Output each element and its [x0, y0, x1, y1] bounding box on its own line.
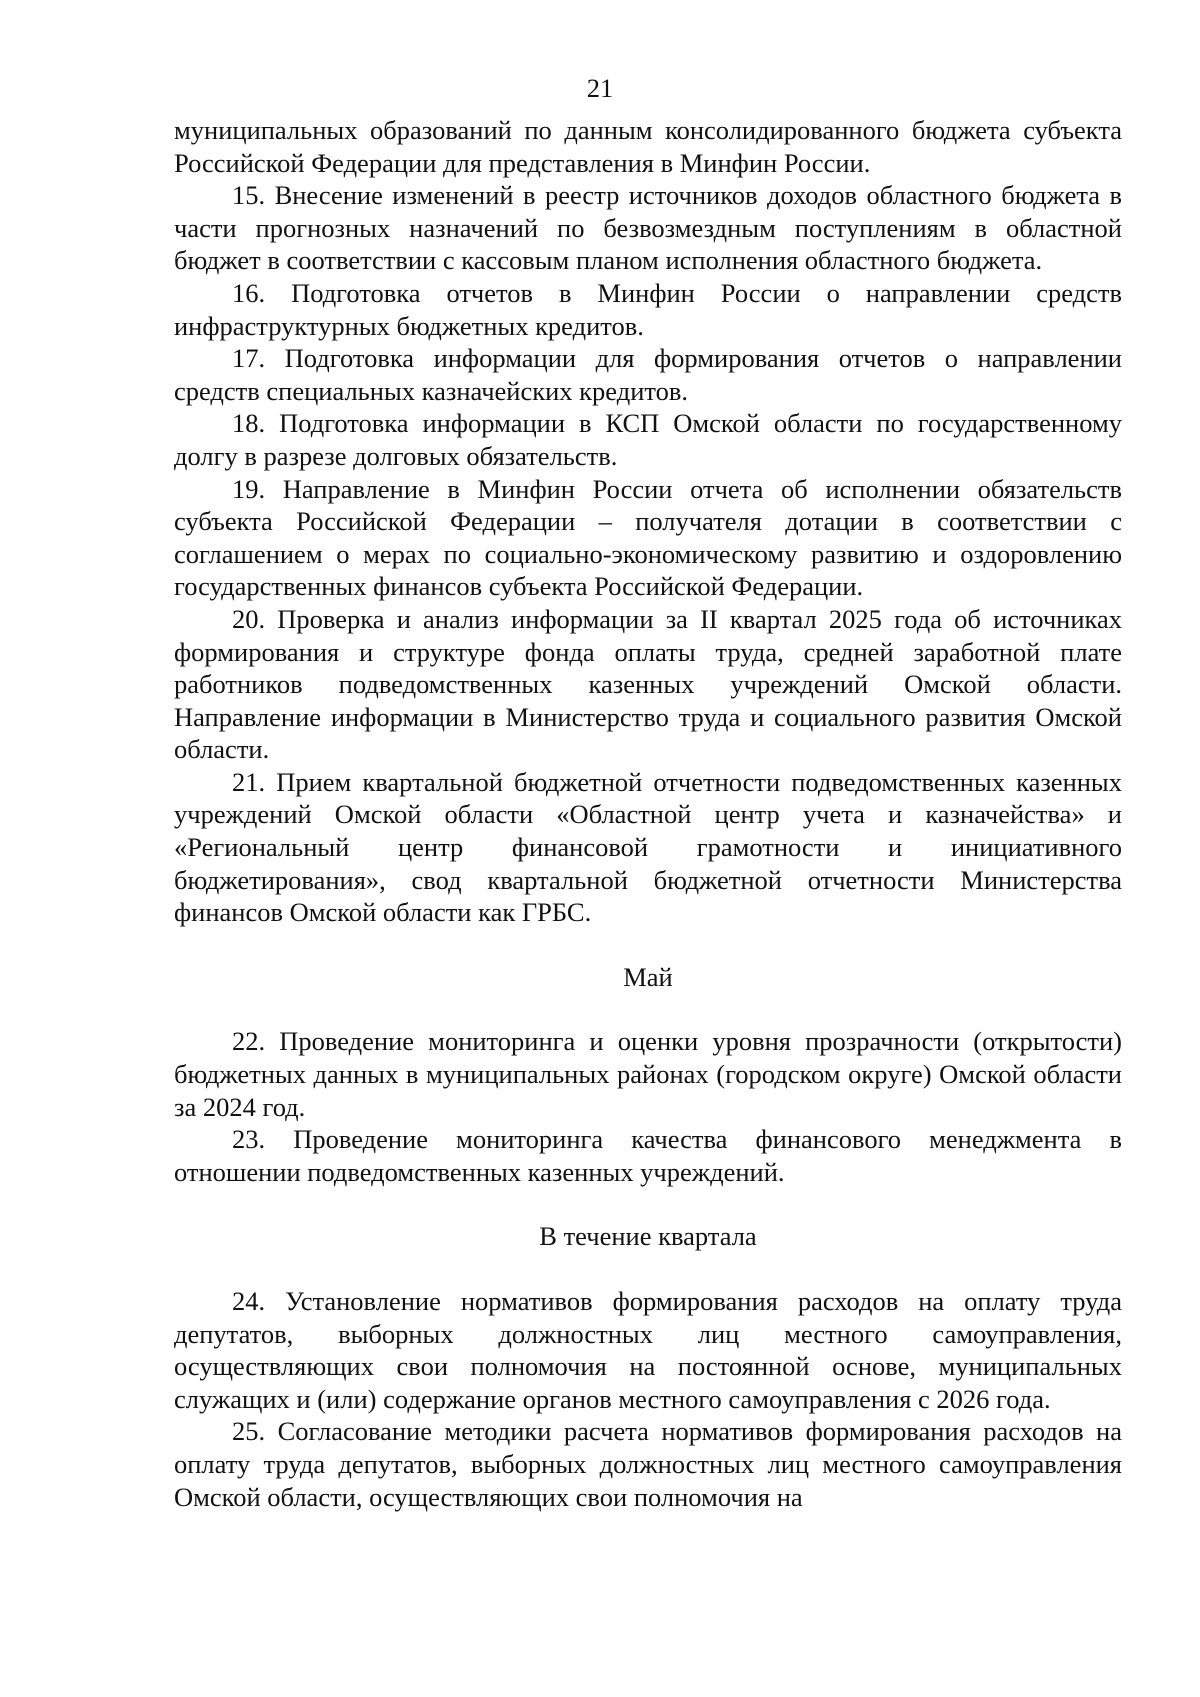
paragraph-item-16: 16. Подготовка отчетов в Минфин России о направлении средств инфраструктурных бюджетных кредитов.	[174, 277, 1122, 341]
paragraph-item-23: 23. Проведение мониторинга качества финансового менеджмента в отношении подведомственных казенных учреждений.	[174, 1124, 1122, 1187]
paragraph-item-21: 21. Прием квартальной бюджетной отчетности подведомственных казенных учреждений Омской области «Областной центр учета и казначейства» и «Региональный центр финансовой грамотности и инициативного бюджетирования», свод квартальной бюджетной отчетности Министерства финансов Омской области как ГРБС.	[174, 766, 1122, 928]
section-heading-may: Май	[623, 961, 673, 992]
paragraph-item-22: 22. Проведение мониторинга и оценки уровня прозрачности (открытости) бюджетных данных в муниципальных районах (городском округе) Омской области за 2024 год.	[174, 1026, 1122, 1122]
document-body	[174, 114, 1122, 1513]
paragraph-item-24: 24. Установление нормативов формирования расходов на оплату труда депутатов, выборных должностных лиц местного самоуправления, осуществляющих свои полномочия на постоянной основе, муниципальных служащих и (или) содержание органов местного самоуправления с 2026 года.	[174, 1286, 1122, 1414]
section-heading-quarter: В течение квартала	[539, 1221, 757, 1252]
page-number: 21	[586, 73, 614, 103]
paragraph-item-18: 18. Подготовка информации в КСП Омской области по государственному долгу в разрезе долговых обязательств.	[174, 408, 1122, 471]
paragraph-continuation: муниципальных образований по данным консолидированного бюджета субъекта Российской Федерации для представления в Минфин России.	[174, 115, 1122, 178]
paragraph-item-25: 25. Согласование методики расчета нормативов формирования расходов на оплату труда депутатов, выборных должностных лиц местного самоуправления Омской области, осуществляющих свои полномочия на	[174, 1416, 1122, 1512]
paragraph-item-19: 19. Направление в Минфин России отчета об исполнении обязательств субъекта Российской Федерации – получателя дотации в соответствии с соглашением о мерах по социально-экономическому развитию и оздоровлению государственных финансов субъекта Российской Федерации.	[174, 473, 1122, 602]
paragraph-item-20: 20. Проверка и анализ информации за II квартал 2025 года об источниках формирования и структуре фонда оплаты труда, средней заработной плате работников подведомственных казенных учреждений Омской области. Направление информации в Министерство труда и социального развития Омской области.	[174, 603, 1122, 765]
paragraph-item-17: 17. Подготовка информации для формирования отчетов о направлении средств специальных казначейских кредитов.	[174, 343, 1122, 406]
paragraph-item-15: 15. Внесение изменений в реестр источников доходов областного бюджета в части прогнозных назначений по безвозмездным поступлениям в областной бюджет в соответствии с кассовым планом исполнения областного бюджета.	[174, 180, 1122, 276]
